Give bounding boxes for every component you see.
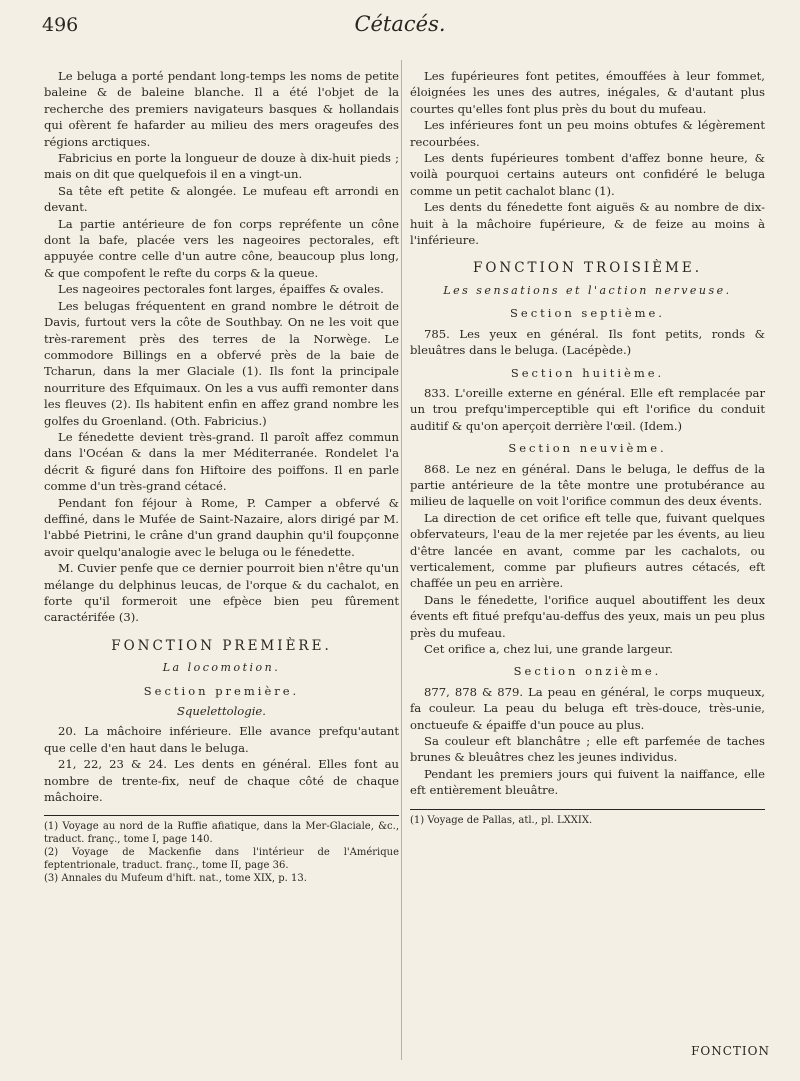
section-heading: Section septième. bbox=[510, 306, 665, 321]
fonction-subheading: La locomotion. bbox=[162, 661, 281, 675]
paragraph: Les nageoires pectorales font larges, épaiffes & ovales. bbox=[58, 282, 384, 297]
footnote: (2) Voyage de Mackenfie dans l'intérieur de l'Amérique feptentrionale, traduct. franç., tome II, page 36. bbox=[44, 847, 399, 872]
footnote: (1) Voyage au nord de la Ruffie afiatique, dans la Mer-Glaciale, &c., traduct. franç., tome I, page 140. bbox=[44, 821, 399, 846]
paragraph: 833. L'oreille externe en général. Elle eft remplacée par un trou prefqu'imperceptible qui eft l'orifice du conduit auditif & qu'on aperçoit derrière l'œil. (Idem.) bbox=[410, 385, 765, 433]
section-heading: Section neuvième. bbox=[508, 441, 667, 456]
paragraph: La partie antérieure de fon corps repréfente un cône dont la bafe, placée vers les nageoires pectorales, eft appuyée contre celle d'un autre cône, beaucoup plus long, & que compofent le refte du corps & la queue. bbox=[44, 216, 399, 280]
paragraph: Les fupérieures font petites, émouffées à leur fommet, éloignées les unes des autres, inégales, & d'autant plus courtes qu'elles font plus près du bout du mufeau. bbox=[410, 69, 765, 116]
section-subheading: Squelettologie. bbox=[177, 704, 266, 719]
footnote-rule bbox=[410, 809, 765, 810]
paragraph: Sa couleur eft blanchâtre ; elle eft parfemée de taches brunes & bleuâtres chez les jeunes individus. bbox=[410, 734, 765, 765]
left-column bbox=[44, 68, 399, 885]
paragraph: 868. Le nez en général. Dans le beluga, le deffus de la partie antérieure de la tête montre une protubérance au milieu de laquelle on voit l'orifice commun des deux évents. bbox=[410, 461, 765, 509]
section-heading: Section onzième. bbox=[513, 664, 662, 679]
paragraph: Sa tête eft petite & alongée. Le mufeau eft arrondi en devant. bbox=[44, 183, 399, 215]
paragraph: Le beluga a porté pendant long-temps les noms de petite baleine & de baleine blanche. Il a été l'objet de la recherche des premiers navigateurs basques & hollandais qui ofèrent fe hafarder au milieu des mers orageufes des régions arctiques. bbox=[44, 69, 399, 149]
footnote: (3) Annales du Mufeum d'hift. nat., tome XIX, p. 13. bbox=[44, 873, 307, 885]
fonction-heading: FONCTION PREMIÈRE. bbox=[111, 637, 332, 654]
paragraph: Fabricius en porte la longueur de douze à dix-huit pieds ; mais on dit que quelquefois il en a vingt-un. bbox=[44, 151, 399, 182]
paragraph: Pendant les premiers jours qui fuivent la naiffance, elle eft entièrement bleuâtre. bbox=[410, 766, 765, 798]
section-heading: Section première. bbox=[143, 683, 300, 698]
right-column bbox=[410, 68, 765, 827]
paragraph: 21, 22, 23 & 24. Les dents en général. Elles font au nombre de trente-fix, neuf de chaque côté de chaque mâchoire. bbox=[44, 757, 399, 805]
catchword: FONCTION bbox=[691, 1044, 770, 1058]
paragraph: Le fénedette devient très-grand. Il paroît affez commun dans l'Océan & dans la mer Méditerranée. Rondelet l'a décrit & figuré dans fon Hiftoire des poiffons. Il en parle comme d'un très-grand cétacé. bbox=[44, 429, 399, 494]
paragraph: 785. Les yeux en général. Ils font petits, ronds & bleuâtres dans le beluga. (Lacépède.) bbox=[410, 326, 765, 358]
fonction-subheading: Les sensations et l'action nerveuse. bbox=[443, 283, 732, 297]
paragraph: Cet orifice a, chez lui, une grande largeur. bbox=[424, 642, 673, 656]
footnote: (1) Voyage de Pallas, atl., pl. LXXIX. bbox=[410, 814, 593, 826]
paragraph: Les dents du fénedette font aiguës & au nombre de dix-huit à la mâchoire fupérieure, & de feize au moins à l'inférieure. bbox=[410, 200, 765, 248]
paragraph: La direction de cet orifice eft telle que, fuivant quelques obfervateurs, l'eau de la mer rejetée par les évents, au lieu d'être lancée en avant, comme par les cachalots, ou verticalement, comme par plufieurs autres cétacés, eft chaffée un peu en arrière. bbox=[410, 510, 765, 591]
paragraph: 877, 878 & 879. La peau en général, le corps muqueux, fa couleur. La peau du beluga eft très-douce, très-unie, onctueufe & épaiffe d'un pouce au plus. bbox=[410, 684, 765, 732]
footnote-rule bbox=[44, 815, 399, 816]
column-divider bbox=[401, 60, 402, 1060]
paragraph: M. Cuvier penfe que ce dernier pourroit bien n'être qu'un mélange du delphinus leucas, de l'orque & du cachalot, en forte qu'il formeroit une efpèce bien peu fûrement caractérifée (3). bbox=[44, 561, 399, 625]
page-number: 496 bbox=[42, 14, 79, 36]
fonction-heading: FONCTION TROISIÈME. bbox=[472, 260, 703, 277]
paragraph: Les dents fupérieures tombent d'affez bonne heure, & voilà pourquoi certains auteurs ont confidéré le beluga comme un petit cachalot blanc (1). bbox=[410, 151, 765, 198]
paragraph: Pendant fon féjour à Rome, P. Camper a obfervé & deffiné, dans le Mufée de Saint-Nazaire, alors dirigé par M. l'abbé Pietrini, le crâne d'un grand dauphin qu'il foupçonne avoir quelqu'analogie avec le beluga ou le fénedette. bbox=[44, 495, 399, 559]
running-title: Cétacés. bbox=[354, 12, 446, 36]
paragraph: Dans le fénedette, l'orifice auquel aboutiffent les deux évents eft fitué prefqu'au-deffus des yeux, mais un peu plus près du mufeau. bbox=[410, 592, 765, 640]
section-heading: Section huitième. bbox=[510, 365, 665, 380]
paragraph: Les inférieures font un peu moins obtufes & légèrement recourbées. bbox=[410, 118, 765, 149]
paragraph: Les belugas fréquentent en grand nombre le détroit de Davis, furtout vers la côte de Southbay. On ne les voit que très-rarement près des terres de la Norwège. Le commodore Billings en a obfervé près de la baie de Tcharun, dans la mer Glaciale (1). Ils font la principale nourriture des Efquimaux. On les a vus auffi remonter dans les fleuves (2). Ils habitent enfin en affez grand nombre les golfes du Groenland. (Oth. Fabricius.) bbox=[44, 298, 399, 428]
paragraph: 20. La mâchoire inférieure. Elle avance prefqu'autant que celle d'en haut dans le beluga. bbox=[44, 724, 399, 755]
